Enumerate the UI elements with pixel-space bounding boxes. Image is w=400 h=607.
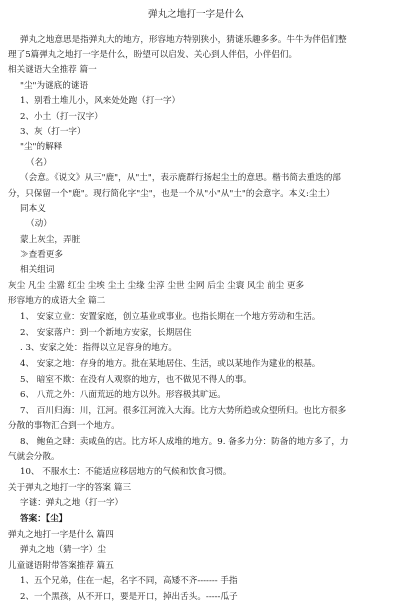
text-line: 5、 暗室不欺：在没有人观察的地方，也不做见不得人的事。 xyxy=(20,375,252,385)
text-line: 关于弹丸之地打一字的答案 篇三 xyxy=(8,483,132,493)
text-line: 理了5篇弹丸之地打一字是什么，盼望可以启发、关心到人伴侣，小伴侣们。 xyxy=(8,50,298,60)
document-title: 弹丸之地打一字是什么 xyxy=(148,9,244,20)
text-line: 1、别看土堆儿小，风来处处跑（打一字） xyxy=(20,96,181,106)
text-line: 8、 鲍鱼之肆：卖咸鱼的店。比方坏人成堆的地方。9. 备多力分：防备的地方多了，力 xyxy=(20,437,349,447)
text-line: 3、灰（打一字） xyxy=(20,127,86,137)
text-line: 弹丸之地意思是指弹丸大的地方，形容地方特别狭小，猜谜乐趣多多。牛牛为伴侣们整 xyxy=(20,35,347,45)
text-line: 儿童谜语附带答案推荐 篇五 xyxy=(8,561,114,571)
text-line: 10、 不服水土：不能适应移居地方的气候和饮食习惯。 xyxy=(20,467,232,477)
text-line: 答案：【尘】 xyxy=(20,514,68,524)
text-line: "尘"的解释 xyxy=(20,142,63,152)
text-line: 2、小土（打一汉字） xyxy=(20,112,103,122)
text-line: 蒙上灰尘，弄脏 xyxy=(20,235,81,245)
text-line: 弹丸之地（猜一字）尘 xyxy=(20,545,106,555)
text-line: 分，只保留一个"鹿"。现行简化字"尘"，也是一个从"小"从"土"的会意字。本义:尘土） xyxy=(8,189,335,199)
text-line: 6、 八荒之外：八面荒远的地方以外。形容极其旷远。 xyxy=(20,390,226,400)
text-line: ≫查看更多 xyxy=(20,250,63,260)
text-line: 2、 安家落户：到一个新地方安家，长期居住 xyxy=(20,328,192,338)
text-line: 字谜：弹丸之地（打一字） xyxy=(20,498,124,508)
text-line: 2、一个黑孩，从不开口，要是开口，掉出舌头。-----瓜子 xyxy=(20,592,238,602)
text-line: 1、五个兄弟，住在一起，名字不同，高矮不齐------- 手指 xyxy=(20,576,238,586)
text-line: 4、 安家之地：存身的地方。批在某地居住、生活，或以某地作为建业的根基。 xyxy=(20,359,321,369)
text-line: 相关谜语大全推荐 篇一 xyxy=(8,65,97,75)
text-line: 形容地方的成语大全 篇二 xyxy=(8,296,106,306)
text-line: 弹丸之地打一字是什么 篇四 xyxy=(8,530,114,540)
text-line: （动） xyxy=(26,219,52,229)
text-line: 7、 百川归海：川，江河。很多江河流入大海。比方大势所趋或众望所归。也比方很多 xyxy=(20,406,347,416)
text-line: 同本义 xyxy=(20,204,46,214)
text-line: 分散的事物汇合到一个地方。 xyxy=(8,421,120,431)
text-line: 气就会分散。 xyxy=(8,452,60,462)
text-line: 1、 安家立业：安置家庭，创立基业或事业。也指长期在一个地方劳动和生活。 xyxy=(20,312,321,322)
text-line: （会意。《说文》从三"鹿"，从"土"，表示鹿群行扬起尘土的意思。楷书简去重迭的部 xyxy=(20,173,341,183)
text-line: 相关组词 xyxy=(20,265,55,275)
text-line: . 3、安家之处：指得以立足容身的地方。 xyxy=(20,343,178,353)
text-line: （名） xyxy=(26,158,52,168)
text-line: "尘"为谜底的谜语 xyxy=(20,81,89,91)
text-line: 灰尘 凡尘 尘嚣 红尘 尘埃 尘土 尘缘 尘淳 尘世 尘网 后尘 尘寰 风尘 前尘 更多 xyxy=(8,281,305,291)
